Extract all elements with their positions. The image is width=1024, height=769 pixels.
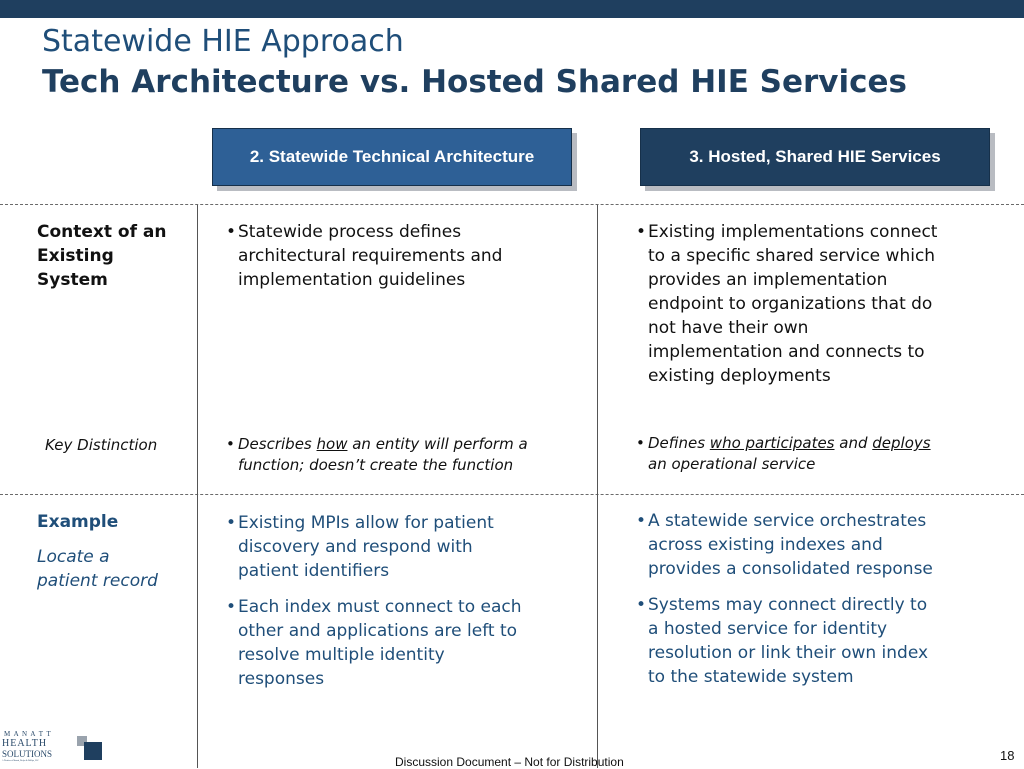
key-distinction-label: Key Distinction [45,436,158,454]
bullet-icon: • [226,597,237,617]
key-col3-text-mid: and [834,434,873,452]
manatt-logo [2,730,112,766]
row-label-context-line2: Existing [37,246,114,266]
bullet-icon: • [226,513,237,533]
top-accent-bar [0,0,1024,18]
bullet-line: Statewide process defines [238,222,462,242]
key-col3-line2: an operational service [648,455,816,473]
row-label-context-line1: Context of an [37,222,167,242]
key-col2-text-pre: Describes [238,435,317,453]
bullet-line: A statewide service orchestrates [648,511,927,531]
bullet-line: architectural requirements and [238,246,503,266]
row-label-context-line3: System [37,270,108,290]
bullet-line: provides an implementation [648,270,888,290]
col2-header: 2. Statewide Technical Architecture [212,128,572,186]
logo-text-manatt: M A N A T T [4,730,52,738]
bullet-line: resolution or link their own index [648,643,929,663]
example-col3-bullet1 [636,509,1018,581]
col3-header: 3. Hosted, Shared HIE Services [640,128,990,186]
bullet-line: responses [238,669,325,689]
bullet-line: across existing indexes and [648,535,883,555]
page-number: 18 [1000,748,1015,763]
column-divider-left [197,205,198,768]
key-col3-underlined-2: deploys [872,434,931,452]
key-col3-text-pre: Defines [648,434,710,452]
key-col2-text-post: an entity will perform a [347,435,528,453]
context-col3-bullet [636,220,1018,388]
bullet-icon: • [636,511,647,531]
bullet-line: patient identifiers [238,561,390,581]
example-col3-bullet2 [636,593,1018,689]
bullet-line: endpoint to organizations that do [648,294,933,314]
key-col2-underlined: how [316,435,348,453]
bullet-line: discovery and respond with [238,537,473,557]
bullet-line: to a specific shared service which [648,246,936,266]
row-sublabel-line1: Locate a [37,547,110,567]
row-divider-middle [0,494,1024,495]
bullet-line: implementation guidelines [238,270,466,290]
bullet-icon: • [636,222,647,242]
slide-title-line2: Tech Architecture vs. Hosted Shared HIE Services [42,64,907,100]
bullet-line: Existing MPIs allow for patient [238,513,494,533]
row-label-example: Example [37,512,119,532]
key-col3-line1 [648,433,1018,454]
logo-text-health: HEALTH [2,738,48,749]
key-col3-bullet [636,433,1018,475]
bullet-icon: • [226,435,235,453]
logo-squares-icon [77,734,105,762]
logo-text-solutions: SOLUTIONS [2,749,53,759]
row-sublabel-example [37,545,158,593]
row-divider-top [0,204,1024,205]
bullet-icon: • [636,595,647,615]
bullet-line: provides a consolidated response [648,559,933,579]
slide-title-line1: Statewide HIE Approach [42,24,404,59]
bullet-line: existing deployments [648,366,831,386]
bullet-line: to the statewide system [648,667,854,687]
context-col2-bullet [226,220,598,292]
key-col2-line2: function; doesn’t create the function [238,456,514,474]
bullet-icon: • [636,434,645,452]
key-col3-underlined-1: who participates [709,434,835,452]
example-col2-bullet2 [226,595,598,691]
key-col2-line1 [238,434,598,455]
key-col2-bullet [226,434,598,476]
bullet-line: Each index must connect to each [238,597,522,617]
row-sublabel-line2: patient record [37,571,158,591]
bullet-line: not have their own [648,318,809,338]
bullet-line: Systems may connect directly to [648,595,928,615]
bullet-line: other and applications are left to [238,621,518,641]
logo-text-tagline: A Division of Manatt, Phelps & Phillips, LLP [2,760,39,762]
bullet-line: implementation and connects to [648,342,925,362]
row-label-context [37,220,167,292]
footer-text: Discussion Document – Not for Distribution [395,755,624,769]
bullet-line: Existing implementations connect [648,222,938,242]
bullet-icon: • [226,222,237,242]
bullet-line: a hosted service for identity [648,619,888,639]
example-col2-bullet1 [226,511,598,583]
bullet-line: resolve multiple identity [238,645,445,665]
